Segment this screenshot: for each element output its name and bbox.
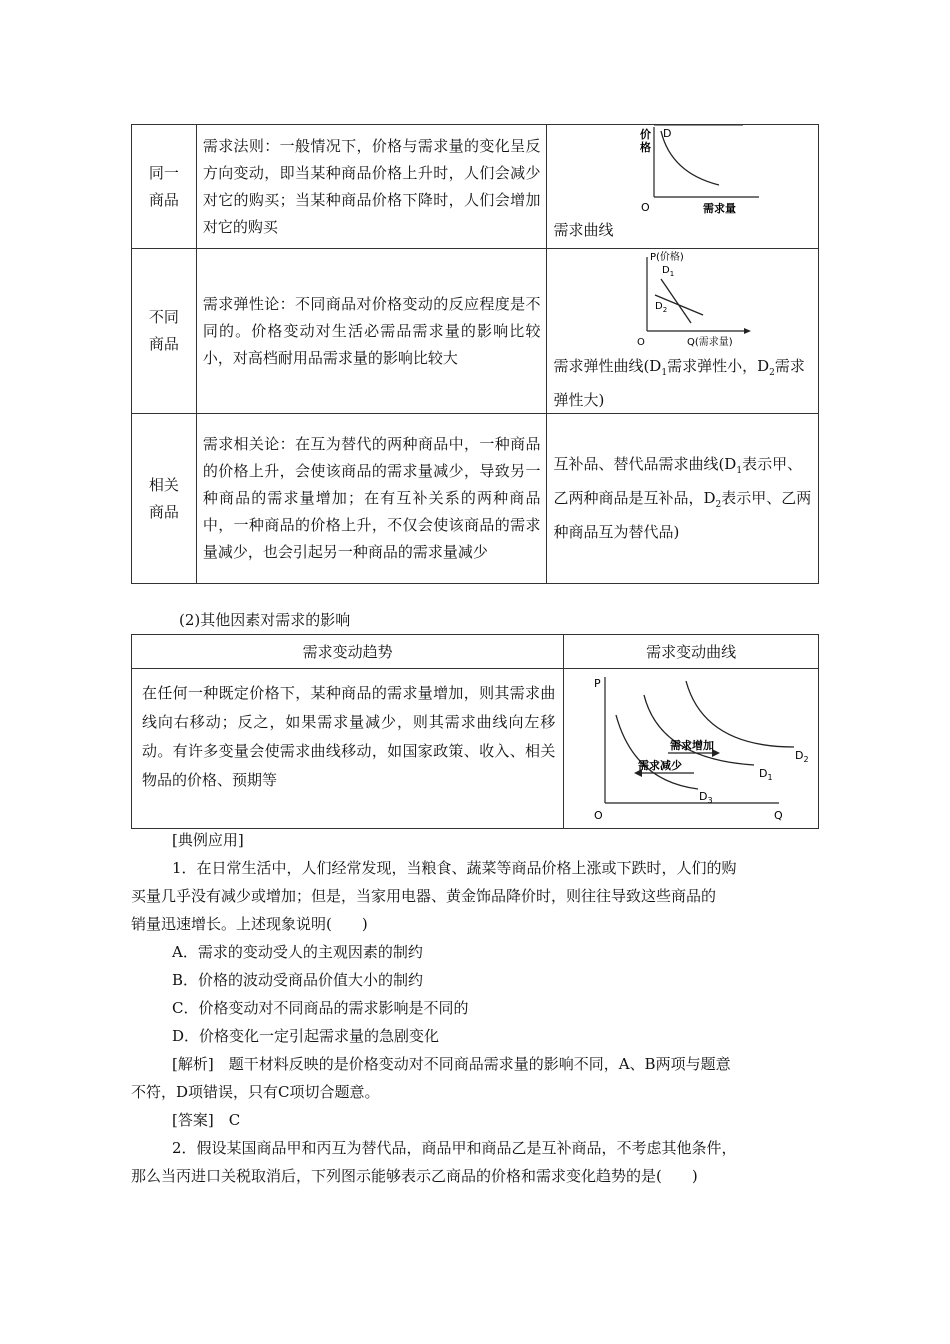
decrease-label: 需求减少 [638,759,683,772]
x-axis-label: 需求量 [703,202,737,215]
table-row [132,125,819,249]
table-row [132,249,819,414]
question-text: 销量迅速增长。上述现象说明( ) [131,915,368,933]
x-axis-label: Q(需求量) [687,337,734,348]
category-label: 商品 [148,335,179,353]
x-arrow [744,328,751,334]
question-text: 1．在日常生活中，人们经常发现，当粮食、蔬菜等商品价格上涨或下跌时，人们的购 [172,859,737,877]
graph-cell [564,669,819,829]
option-b: B．价格的波动受商品价值大小的制约 [172,971,424,989]
curve-d2 [686,681,794,747]
demand-curve-graph [611,125,791,225]
elasticity-curve-graph [617,251,797,351]
category-label: 商品 [148,502,179,521]
category-label: 不同 [148,308,179,326]
increase-label: 需求增加 [670,739,715,752]
analysis-text: [解析] 题干材料反映的是价格变动对不同商品需求量的影响不同，A、B两项与题意 [172,1055,731,1073]
category-cell [132,125,197,249]
demand-theory-table [131,124,819,584]
category-cell [132,414,197,584]
d1-label: $D_1$ [662,265,675,278]
description-cell: 在任何一种既定价格下，某种商品的需求量增加，则其需求曲线向右移动；反之，如果需求量减少，则其需求曲线向左移动。有许多变量会使需求曲线移动，如国家政策、收入、相关物品的价格、预期等 [132,669,564,829]
category-label: 同一 [148,163,179,182]
description-cell: 需求法则：一般情况下，价格与需求量的变化呈反方向变动，即当某种商品价格上升时，人们会减少对它的购买；当某种商品价格下降时，人们会增加对它的购买 [196,125,547,249]
table-row [132,414,819,584]
category-label: 商品 [148,190,179,209]
graph-caption: 需求弹性曲线($D_1$需求弹性小，$D_2$需求弹性大) [553,357,805,409]
demand-shift-table [131,634,819,829]
option-a: A．需求的变动受人的主观因素的制约 [172,943,423,961]
answer-text: [答案] C [172,1111,241,1129]
graph-caption: 互补品、替代品需求曲线($D_1$表示甲、乙两种商品是互补品，$D_2$表示甲、乙两种商品互为替代品) [553,455,812,541]
d3-label: $D_3$ [699,790,713,805]
section-title: (2)其他因素对需求的影响 [179,611,351,629]
question-text: 买量几乎没有减少或增加；但是，当家用电器、黄金饰品降价时，则往往导致这些商品的 [131,887,717,905]
d2-label: $D_2$ [795,749,809,764]
y-label-char: 格 [640,141,652,154]
x-axis-label: Q [774,809,784,822]
d1-label: $D_1$ [759,767,773,782]
graph-cell [547,249,819,414]
table-row [132,669,819,829]
description-cell: 需求弹性论：不同商品对价格变动的反应程度是不同的。价格变动对生活必需品需求量的影响比较小，对高档耐用品需求量的影响比较大 [196,249,547,414]
origin-label: O [641,201,651,214]
column-header: 需求变动曲线 [564,635,819,669]
graph-cell [547,125,819,249]
y-label-char: 价 [640,128,652,141]
origin-label: O [594,809,604,822]
category-cell [132,249,197,414]
curve-d1 [661,279,691,323]
section-heading: [典例应用] [172,831,244,849]
question-text: 2．假设某国商品甲和丙互为替代品，商品甲和商品乙是互补商品，不考虑其他条件， [172,1139,737,1157]
demand-shift-graph [564,669,814,827]
d2-label: $D_2$ [655,301,668,314]
curve-d3 [616,715,698,789]
curve-d1 [644,695,754,765]
question-text: 那么当丙进口关税取消后，下列图示能够表示乙商品的价格和需求变化趋势的是( ) [131,1167,698,1185]
origin-label: O [637,337,646,348]
graph-caption: 需求曲线 [553,221,614,239]
category-label: 相关 [148,475,179,494]
analysis-text: 不符，D项错误，只有C项切合题意。 [131,1083,380,1101]
column-header: 需求变动趋势 [132,635,564,669]
table-header-row [132,635,819,669]
option-c: C．价格变动对不同商品的需求影响是不同的 [172,999,469,1017]
graph-cell [547,414,819,584]
curve-label: D [663,127,672,140]
option-d: D．价格变化一定引起需求量的急剧变化 [172,1027,440,1045]
description-cell: 需求相关论：在互为替代的两种商品中，一种商品的价格上升，会使该商品的需求量减少，导致另一种商品的需求量增加；在有互补关系的两种商品中，一种商品的价格上升，不仅会使该商品的需求量减少，也会引起另一种商品的需求量减少 [196,414,547,584]
y-axis-label: P(价格) [650,252,685,263]
y-axis-label: P [594,677,602,690]
